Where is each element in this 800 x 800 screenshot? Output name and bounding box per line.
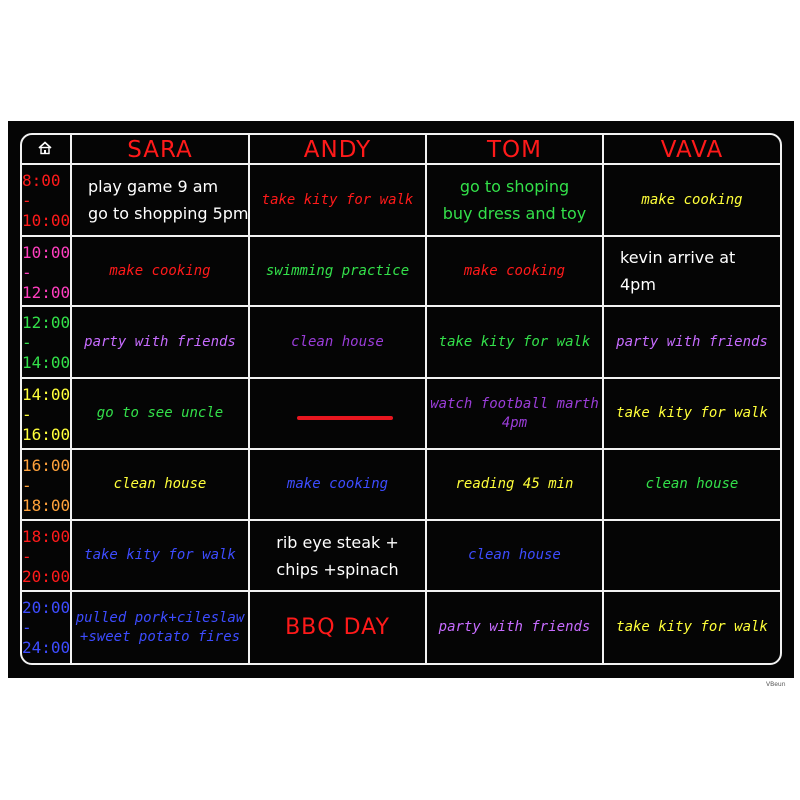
cell-text-line: 4pm (620, 275, 656, 294)
cell-text-line: watch football marth (430, 395, 599, 412)
cell-text-line: pulled pork+cileslaw (75, 609, 245, 626)
schedule-cell (427, 379, 602, 448)
time-sep: - (22, 618, 32, 637)
cell-text-line: party with friends (84, 333, 236, 350)
cell-text-line: reading 45 min (455, 476, 574, 492)
cell-text-line: rib eye steak + (276, 532, 399, 552)
cell-text-line: take kity for walk (261, 191, 414, 208)
time-start: 14:00 (22, 385, 71, 404)
schedule-cell (604, 521, 780, 590)
time-slot (22, 313, 72, 373)
cell-text-line: kevin arrive at (620, 248, 736, 267)
schedule-cell (604, 379, 780, 448)
cell-text-line: make cooking (463, 262, 566, 279)
schedule-cell (604, 450, 780, 519)
schedule-cell (72, 237, 248, 305)
schedule-cell (250, 521, 425, 590)
time-sep: - (22, 405, 32, 424)
time-start: 10:00 (22, 243, 71, 262)
schedule-cell (72, 165, 248, 235)
header-name-sara: SARA (127, 137, 193, 163)
schedule-cell (250, 450, 425, 519)
cell-text-line: make cooking (641, 191, 743, 208)
time-start: 20:00 (22, 598, 71, 617)
time-end: 12:00 (22, 283, 71, 302)
schedule-cell (427, 450, 602, 519)
cell-text-line: clean house (645, 476, 739, 492)
schedule-cell (604, 307, 780, 377)
cell-text-line: make cooking (286, 476, 389, 492)
time-sep: - (22, 263, 32, 282)
cell-text-line: clean house (468, 547, 561, 563)
cell-text-line: go to shopping 5pm (88, 204, 249, 223)
header-name-tom: TOM (487, 137, 542, 163)
schedule-cell (250, 307, 425, 377)
schedule-cell (427, 237, 602, 305)
time-sep: - (22, 547, 32, 566)
cell-text-line: swimming practice (265, 262, 410, 279)
brand-mark: VBeun (766, 681, 786, 688)
schedule-cell (72, 379, 248, 448)
schedule-cell (604, 592, 780, 663)
cell-text-line: take kity for walk (84, 547, 236, 563)
cell-text-line: take kity for walk (616, 405, 768, 421)
time-slot (22, 385, 72, 445)
time-slot (22, 598, 72, 658)
time-end: 16:00 (22, 425, 71, 444)
time-end: 20:00 (22, 567, 71, 586)
cell-text-line: BBQ DAY (285, 615, 390, 640)
time-end: 10:00 (22, 211, 71, 230)
schedule-cell (604, 165, 780, 235)
schedule-cell (427, 521, 602, 590)
time-sep: - (22, 333, 32, 352)
time-start: 18:00 (22, 527, 71, 546)
time-sep: - (22, 191, 32, 210)
schedule-cell (250, 592, 425, 663)
time-start: 16:00 (22, 456, 71, 475)
time-sep: - (22, 476, 32, 495)
schedule-cell (250, 237, 425, 305)
empty-slot-line (297, 416, 393, 420)
home-icon (38, 141, 52, 155)
schedule-cell (427, 592, 602, 663)
cell-text-line: party with friends (616, 333, 768, 350)
cell-text-line: chips +spinach (276, 559, 399, 579)
time-end: 14:00 (22, 353, 71, 372)
header-name-vava: VAVA (660, 137, 724, 163)
cell-text-line: take kity for walk (438, 333, 591, 350)
cell-text-line: clean house (291, 333, 384, 350)
header-name-andy: ANDY (303, 137, 372, 163)
time-start: 8:00 (22, 171, 61, 190)
time-end: 18:00 (22, 496, 71, 515)
time-slot (22, 456, 72, 516)
schedule-cell (250, 379, 425, 448)
cell-text-line: play game 9 am (88, 177, 219, 196)
schedule-cell (427, 165, 602, 235)
cell-text-line: +sweet potato fires (79, 628, 241, 645)
schedule-cell (72, 450, 248, 519)
whiteboard-planner (8, 121, 794, 678)
cell-text-line: go to see uncle (96, 405, 224, 421)
schedule-cell (427, 307, 602, 377)
cell-text-line: take kity for walk (616, 619, 768, 635)
cell-text-line: buy dress and toy (442, 204, 587, 223)
cell-text-line: go to shoping (459, 177, 570, 196)
cell-text-line: 4pm (501, 414, 528, 431)
schedule-cell (72, 521, 248, 590)
time-end: 24:00 (22, 638, 71, 657)
cell-text-line: clean house (113, 476, 207, 492)
time-slot (22, 243, 72, 303)
schedule-cell (72, 307, 248, 377)
time-start: 12:00 (22, 313, 71, 332)
time-slot (22, 171, 72, 231)
cell-text-line: party with friends (438, 619, 591, 635)
cell-text-line: make cooking (109, 262, 211, 279)
schedule-cell (604, 237, 780, 305)
time-slot (22, 527, 72, 587)
schedule-cell (72, 592, 248, 663)
schedule-cell (250, 165, 425, 235)
